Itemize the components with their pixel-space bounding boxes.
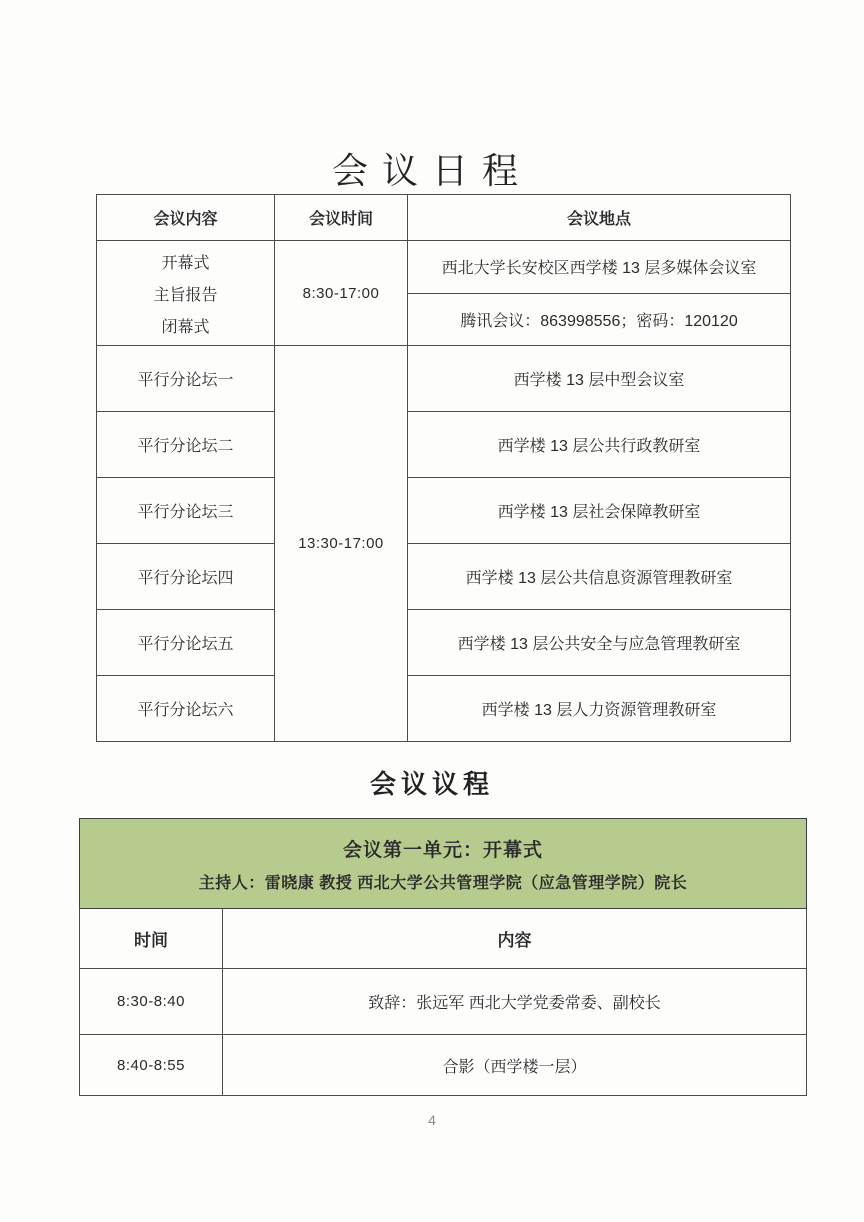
schedule-title: 会议日程 xyxy=(331,150,532,191)
table-row xyxy=(97,412,791,478)
table-row xyxy=(97,346,791,412)
forum-2-name: 平行分论坛二 xyxy=(97,412,275,478)
table-row xyxy=(97,241,791,294)
agenda-header-time: 时间 xyxy=(80,909,223,969)
forum-4-name: 平行分论坛四 xyxy=(97,544,275,610)
session-host: 主持人：雷晓康 教授 西北大学公共管理学院（应急管理学院）院长 xyxy=(198,874,688,892)
plenary-location-meeting-id: 腾讯会议：863998556；密码：120120 xyxy=(408,293,791,346)
plenary-time-cell: 8:30-17:00 xyxy=(275,241,408,346)
schedule-table xyxy=(96,194,791,742)
agenda-title: 会议议程 xyxy=(369,769,494,799)
plenary-content-cell xyxy=(97,241,275,346)
forum-1-location: 西学楼 13 层中型会议室 xyxy=(408,346,791,412)
schedule-header-content: 会议内容 xyxy=(97,195,275,241)
plenary-line-opening: 开幕式 xyxy=(161,254,210,272)
table-row xyxy=(97,610,791,676)
session-header-cell xyxy=(80,819,807,909)
agenda-row-2-content: 合影（西学楼一层） xyxy=(223,1035,807,1096)
session-title: 会议第一单元：开幕式 xyxy=(342,839,543,861)
forum-5-name: 平行分论坛五 xyxy=(97,610,275,676)
forum-1-name: 平行分论坛一 xyxy=(97,346,275,412)
schedule-header-time: 会议时间 xyxy=(275,195,408,241)
table-row xyxy=(97,478,791,544)
agenda-table xyxy=(79,818,807,1096)
session-header-row xyxy=(80,819,807,909)
forum-6-location: 西学楼 13 层人力资源管理教研室 xyxy=(408,676,791,742)
forum-2-location: 西学楼 13 层公共行政教研室 xyxy=(408,412,791,478)
agenda-row-1-content: 致辞：张远军 西北大学党委常委、副校长 xyxy=(223,969,807,1035)
table-row xyxy=(80,1035,807,1096)
agenda-row-1-time: 8:30-8:40 xyxy=(80,969,223,1035)
agenda-row-2-time: 8:40-8:55 xyxy=(80,1035,223,1096)
table-row xyxy=(97,676,791,742)
agenda-header-content: 内容 xyxy=(223,909,807,969)
forum-3-location: 西学楼 13 层社会保障教研室 xyxy=(408,478,791,544)
forum-4-location: 西学楼 13 层公共信息资源管理教研室 xyxy=(408,544,791,610)
page-number: 4 xyxy=(428,1112,436,1128)
forum-6-name: 平行分论坛六 xyxy=(97,676,275,742)
forum-3-name: 平行分论坛三 xyxy=(97,478,275,544)
plenary-location-room: 西北大学长安校区西学楼 13 层多媒体会议室 xyxy=(408,241,791,294)
forums-time-cell: 13:30-17:00 xyxy=(275,346,408,742)
forum-5-location: 西学楼 13 层公共安全与应急管理教研室 xyxy=(408,610,791,676)
schedule-header-location: 会议地点 xyxy=(408,195,791,241)
table-row xyxy=(80,969,807,1035)
agenda-header-row xyxy=(80,909,807,969)
schedule-header-row xyxy=(97,195,791,241)
plenary-line-keynote: 主旨报告 xyxy=(153,286,218,304)
plenary-line-closing: 闭幕式 xyxy=(161,318,210,336)
table-row xyxy=(97,544,791,610)
